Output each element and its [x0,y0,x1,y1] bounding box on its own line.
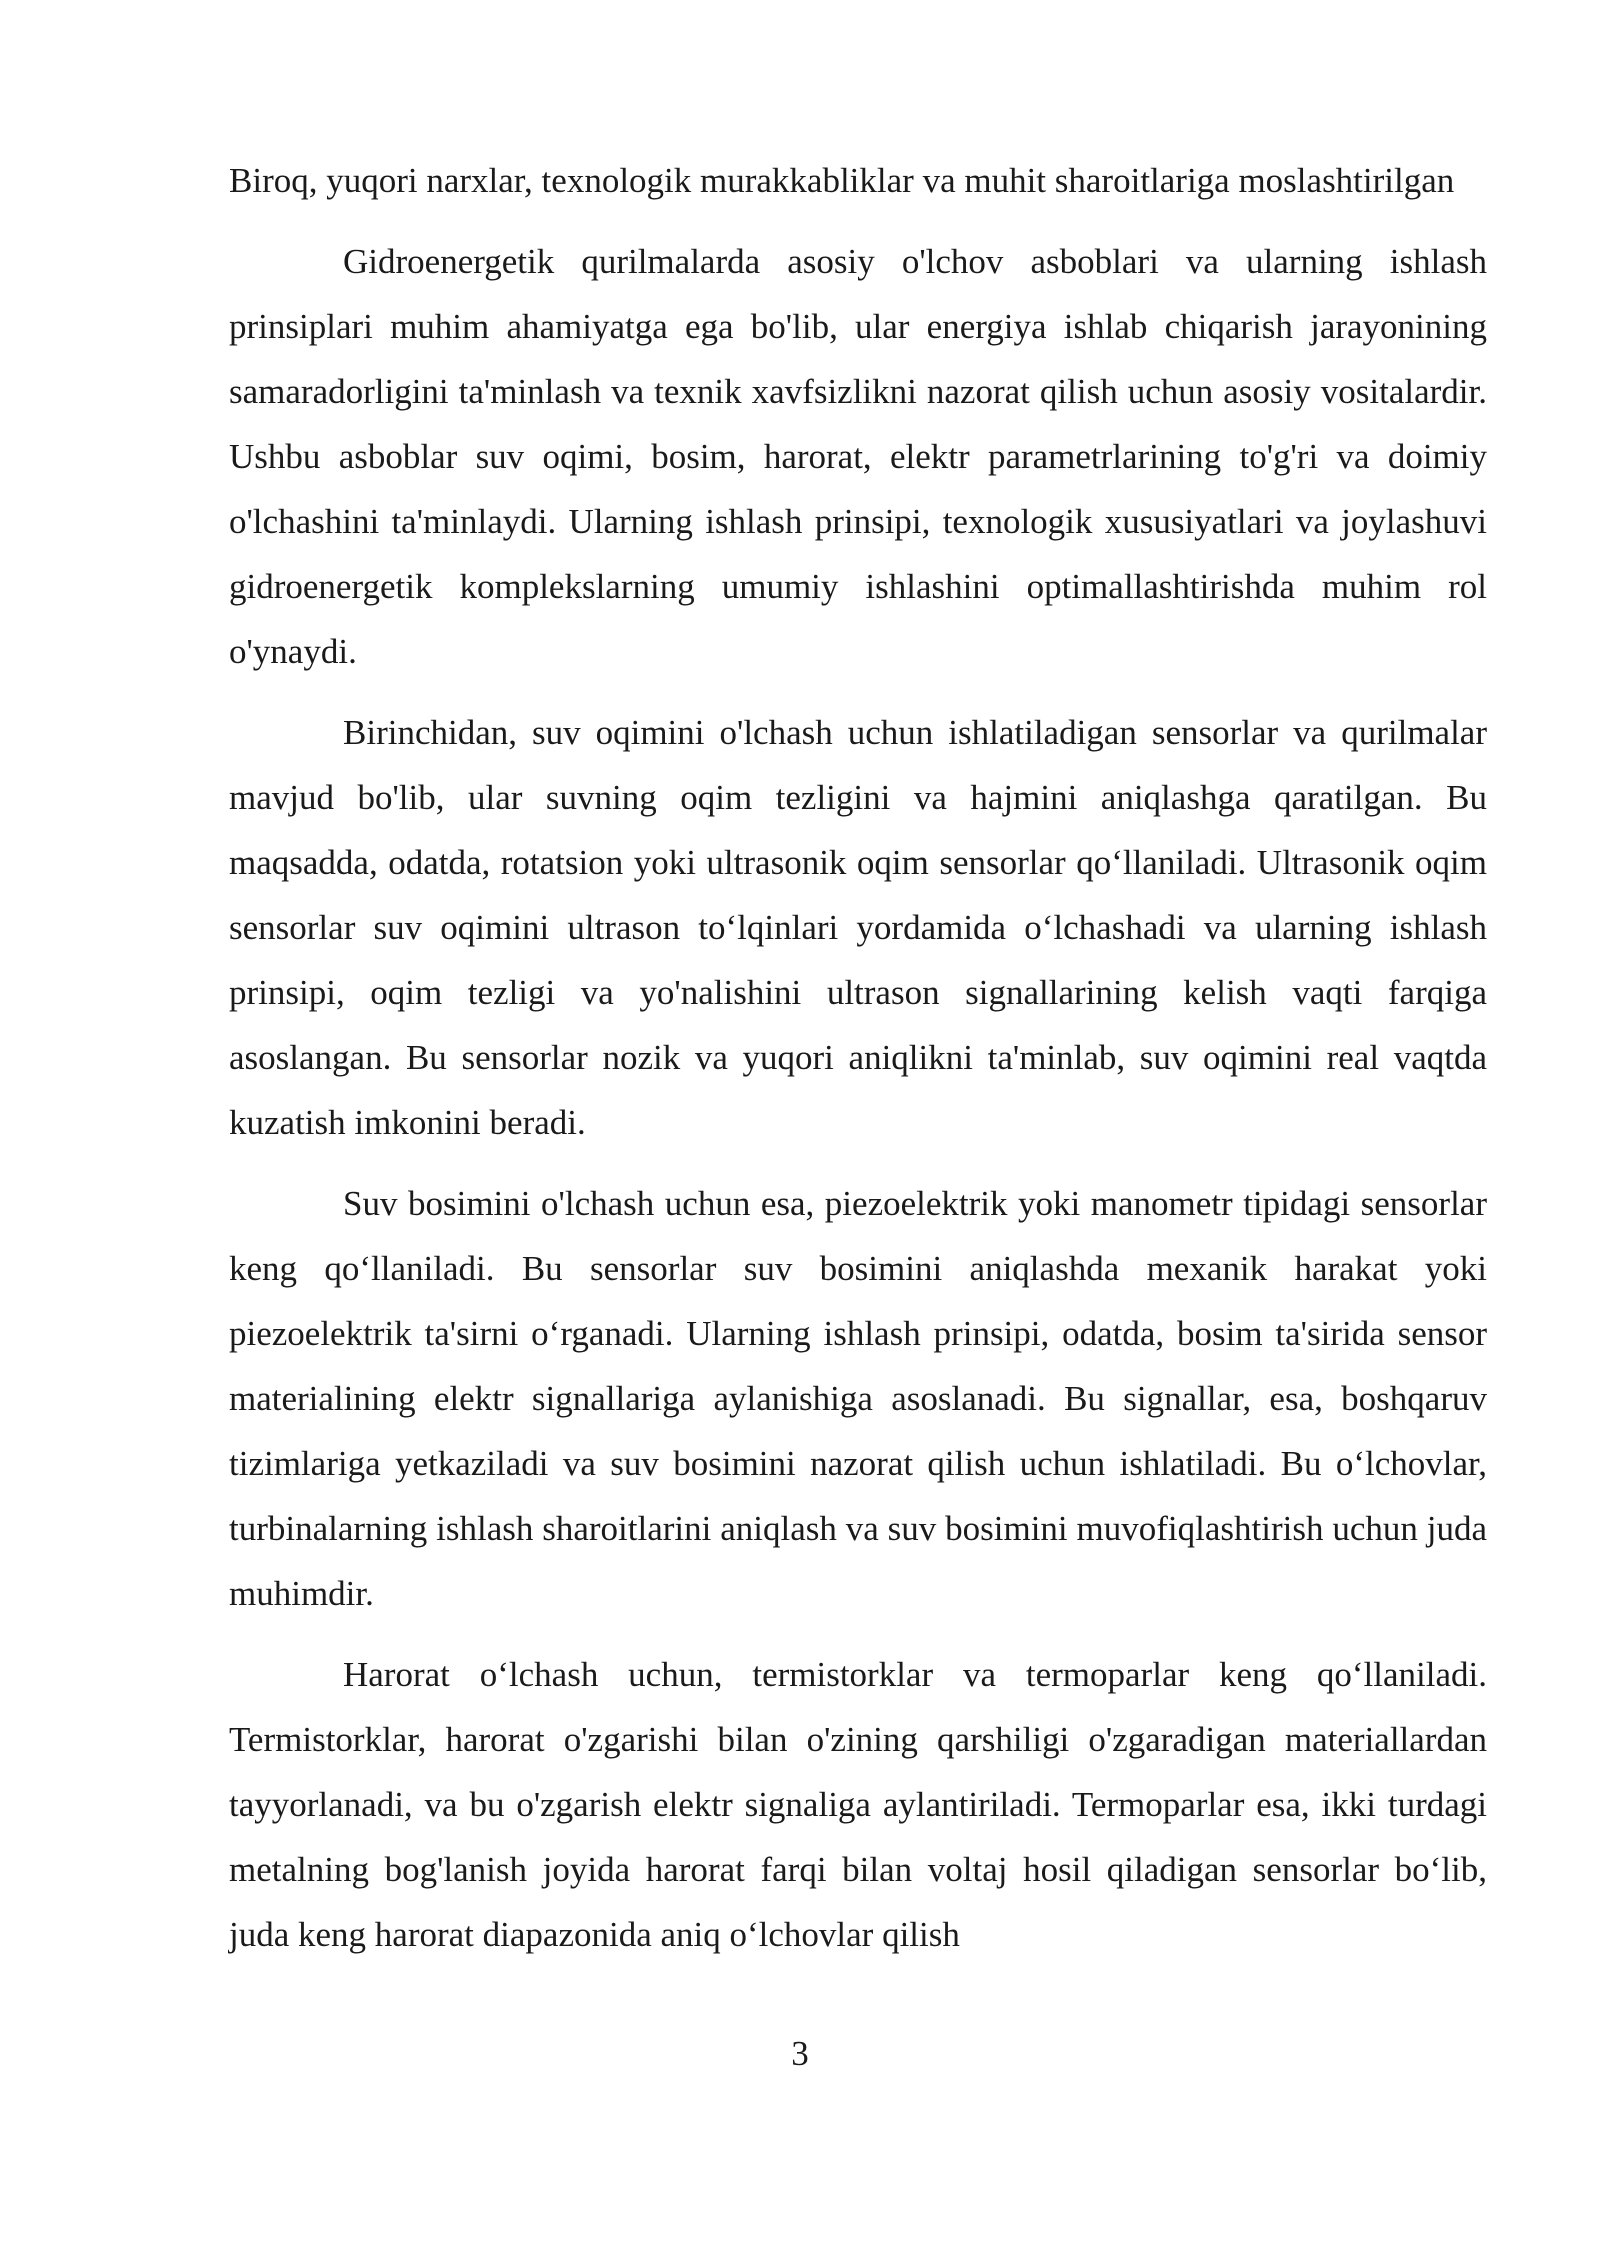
page-number: 3 [791,2034,809,2073]
paragraph-water-flow: Birinchidan, suv oqimini o'lchash uchun ishlatiladigan sensorlar va qurilmalar mavjud bo'lib, ular suvning oqim tezligini va hajmini aniqlashga qaratilgan. Bu maqsadda, odatda, rotatsion yoki ultrasonik oqim sensorlar qo‘llaniladi. Ultrasonik oqim sensorlar suv oqimini ultrason to‘lqinlari yordamida o‘lchashadi va ularning ishlash prinsipi, oqim tezligi va yo'nalishini ultrason signallarining kelish vaqti farqiga asoslangan. Bu sensorlar nozik va yuqori aniqlikni ta'minlab, suv oqimini real vaqtda kuzatish imkonini beradi. [229,713,1487,1142]
paragraph-temperature: Harorat o‘lchash uchun, termistorklar va termoparlar keng qo‘llaniladi. Termistorklar, harorat o'zgarishi bilan o'zining qarshiligi o'zgaradigan materiallardan tayyorlanadi, va bu o'zgarish elektr signaliga aylantiriladi. Termoparlar esa, ikki turdagi metalning bog'lanish joyida harorat farqi bilan voltaj hosil qiladigan sensorlar bo‘lib, juda keng harorat diapazonida aniq o‘lchovlar qilish [229,1655,1487,1954]
body-text [229,148,1487,1983]
paragraph-water-pressure: Suv bosimini o'lchash uchun esa, piezoelektrik yoki manometr tipidagi sensorlar keng qo‘llaniladi. Bu sensorlar suv bosimini aniqlashda mexanik harakat yoki piezoelektrik ta'sirni o‘rganadi. Ularning ishlash prinsipi, odatda, bosim ta'sirida sensor materialining elektr signallariga aylanishiga asoslanadi. Bu signallar, esa, boshqaruv tizimlariga yetkaziladi va suv bosimini nazorat qilish uchun ishlatiladi. Bu o‘lchovlar, turbinalarning ishlash sharoitlarini aniqlash va suv bosimini muvofiqlashtirish uchun juda muhimdir. [229,1184,1487,1613]
paragraph-continuation: Biroq, yuqori narxlar, texnologik murakkabliklar va muhit sharoitlariga moslashtirilgan [229,161,1455,200]
paragraph-measurement-instruments: Gidroenergetik qurilmalarda asosiy o'lchov asboblari va ularning ishlash prinsiplari muhim ahamiyatga ega bo'lib, ular energiya ishlab chiqarish jarayonining samaradorligini ta'minlash va texnik xavfsizlikni nazorat qilish uchun asosiy vositalardir. Ushbu asboblar suv oqimi, bosim, harorat, elektr parametrlarining to'g'ri va doimiy o'lchashini ta'minlaydi. Ularning ishlash prinsipi, texnologik xususiyatlari va joylashuvi gidroenergetik komplekslarning umumiy ishlashini optimallashtirishda muhim rol o'ynaydi. [229,242,1487,671]
